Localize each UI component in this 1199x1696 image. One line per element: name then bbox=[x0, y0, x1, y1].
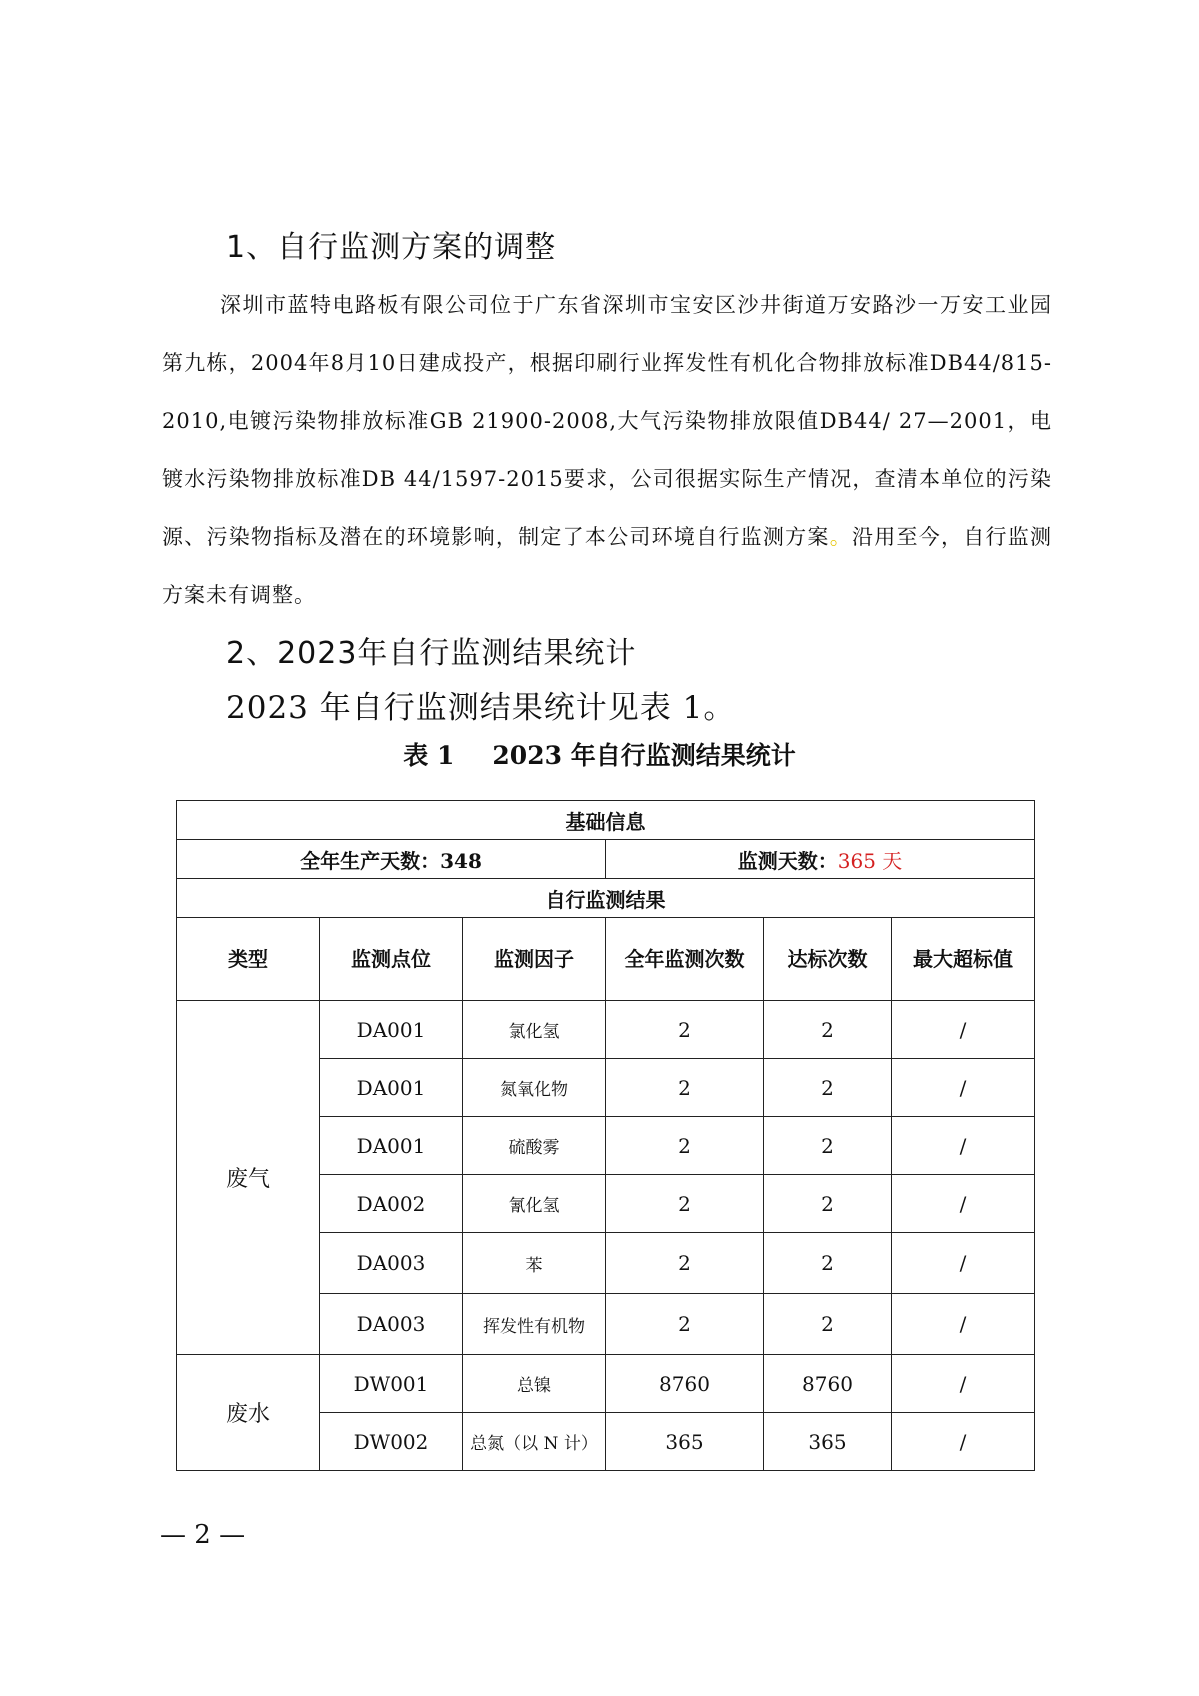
highlighted-period: 。 bbox=[829, 525, 852, 549]
cell-point: DW001 bbox=[320, 1355, 463, 1413]
cell-factor: 氯化氢 bbox=[463, 1001, 606, 1059]
cell-max: / bbox=[892, 1117, 1035, 1175]
category-waste-gas: 废气 bbox=[177, 1001, 320, 1355]
cell-max: / bbox=[892, 1175, 1035, 1233]
cell-max: / bbox=[892, 1355, 1035, 1413]
category-waste-water: 废水 bbox=[177, 1355, 320, 1471]
cell-factor: 总镍 bbox=[463, 1355, 606, 1413]
cell-pass: 2 bbox=[764, 1294, 892, 1355]
cell-annual: 2 bbox=[606, 1233, 764, 1294]
cell-annual: 2 bbox=[606, 1059, 764, 1117]
cell-point: DA002 bbox=[320, 1175, 463, 1233]
cell-factor: 氮氧化物 bbox=[463, 1059, 606, 1117]
cell-annual: 2 bbox=[606, 1117, 764, 1175]
header-annual-count: 全年监测次数 bbox=[606, 918, 764, 1001]
cell-pass: 8760 bbox=[764, 1355, 892, 1413]
cell-pass: 2 bbox=[764, 1233, 892, 1294]
results-title: 自行监测结果 bbox=[177, 879, 1035, 918]
cell-pass: 365 bbox=[764, 1413, 892, 1471]
section1-paragraph bbox=[162, 276, 1052, 624]
monitoring-days-value: 365 天 bbox=[837, 848, 903, 873]
table-header-row bbox=[177, 918, 1035, 1001]
header-type: 类型 bbox=[177, 918, 320, 1001]
cell-max: / bbox=[892, 1294, 1035, 1355]
page-number: — 2 — bbox=[160, 1520, 246, 1550]
section2-heading: 2、2023年自行监测结果统计 bbox=[226, 636, 637, 671]
cell-max: / bbox=[892, 1413, 1035, 1471]
cell-point: DA003 bbox=[320, 1294, 463, 1355]
header-point: 监测点位 bbox=[320, 918, 463, 1001]
monitoring-days bbox=[606, 840, 1035, 879]
header-max-exceed: 最大超标值 bbox=[892, 918, 1035, 1001]
cell-annual: 2 bbox=[606, 1175, 764, 1233]
section1-paragraph-text-a: 深圳市蓝特电路板有限公司位于广东省深圳市宝安区沙井街道万安路沙一万安工业园第九栋，2004年8月10日建成投产，根据印刷行业挥发性有机化合物排放标准DB44/815-2010,电镀污染物排放标准GB 21900-2008,大气污染物排放限值DB44/ 27—2001，电镀水污染物排放标准DB 44/1597-2015要求，公司很据实际生产情况，查清本单位的污染源、污染物指标及潜在的环境影响，制定了本公司环境自行监测方案 bbox=[162, 293, 1052, 549]
cell-point: DW002 bbox=[320, 1413, 463, 1471]
section1-paragraph-text-b: 沿用至今，自行监测方案未有调整。 bbox=[162, 525, 1053, 607]
table-row bbox=[177, 1001, 1035, 1059]
cell-point: DA003 bbox=[320, 1233, 463, 1294]
table-row bbox=[177, 1355, 1035, 1413]
cell-max: / bbox=[892, 1233, 1035, 1294]
cell-point: DA001 bbox=[320, 1001, 463, 1059]
cell-point: DA001 bbox=[320, 1117, 463, 1175]
section1-heading: 1、自行监测方案的调整 bbox=[226, 230, 557, 265]
monitoring-days-label: 监测天数： bbox=[737, 848, 838, 873]
cell-pass: 2 bbox=[764, 1001, 892, 1059]
cell-max: / bbox=[892, 1059, 1035, 1117]
cell-annual: 2 bbox=[606, 1294, 764, 1355]
cell-factor: 硫酸雾 bbox=[463, 1117, 606, 1175]
cell-annual: 2 bbox=[606, 1001, 764, 1059]
cell-pass: 2 bbox=[764, 1117, 892, 1175]
cell-annual: 365 bbox=[606, 1413, 764, 1471]
cell-factor: 总氮（以 N 计） bbox=[463, 1413, 606, 1471]
section2-lead: 2023 年自行监测结果统计见表 1。 bbox=[226, 690, 736, 726]
cell-annual: 8760 bbox=[606, 1355, 764, 1413]
header-pass-count: 达标次数 bbox=[764, 918, 892, 1001]
monitoring-results-table bbox=[176, 800, 1035, 1471]
production-days: 全年生产天数：348 bbox=[177, 840, 606, 879]
cell-factor: 氰化氢 bbox=[463, 1175, 606, 1233]
cell-max: / bbox=[892, 1001, 1035, 1059]
cell-pass: 2 bbox=[764, 1059, 892, 1117]
cell-point: DA001 bbox=[320, 1059, 463, 1117]
table-caption-title: 2023 年自行监测结果统计 bbox=[492, 741, 796, 770]
cell-factor: 挥发性有机物 bbox=[463, 1294, 606, 1355]
basic-info-title: 基础信息 bbox=[177, 801, 1035, 840]
table-caption bbox=[0, 736, 1199, 772]
header-factor: 监测因子 bbox=[463, 918, 606, 1001]
cell-pass: 2 bbox=[764, 1175, 892, 1233]
cell-factor: 苯 bbox=[463, 1233, 606, 1294]
table-caption-number: 表 1 bbox=[403, 741, 455, 770]
